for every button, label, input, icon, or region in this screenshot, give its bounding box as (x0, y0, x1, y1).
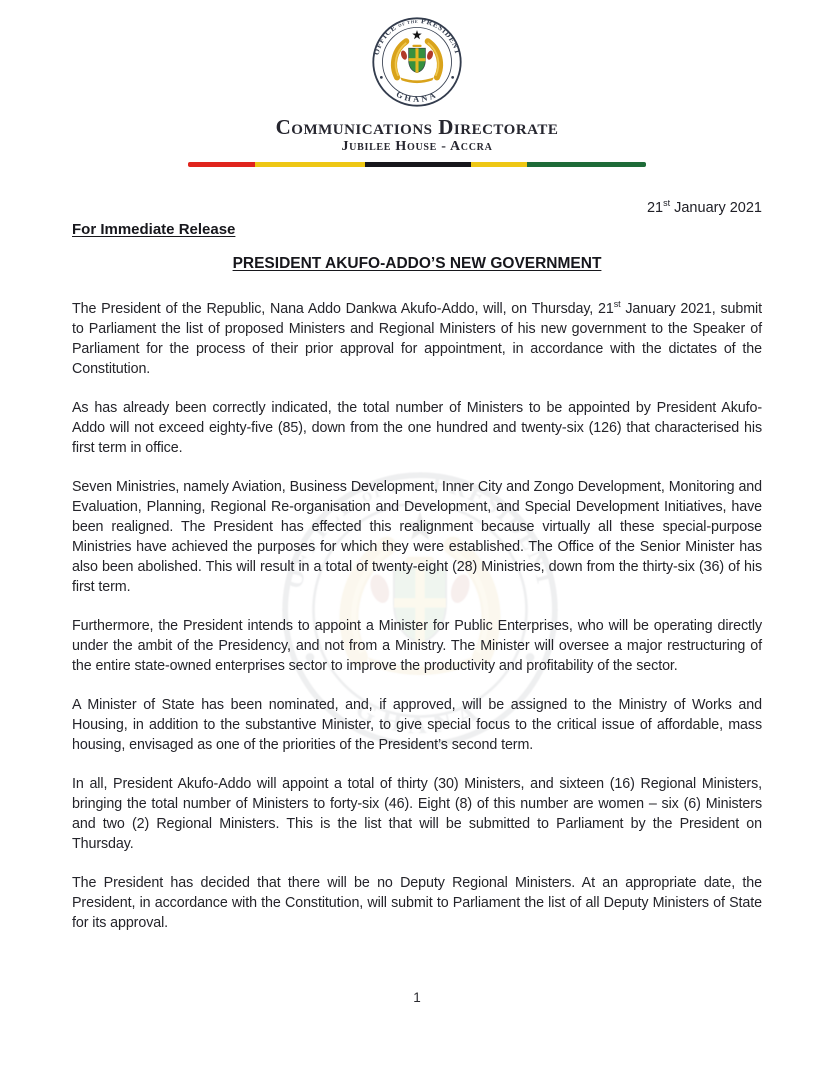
paragraph-1-ordinal: st (613, 298, 621, 309)
document-title: PRESIDENT AKUFO-ADDO’S NEW GOVERNMENT (232, 254, 602, 272)
page-number: 1 (413, 990, 421, 1005)
org-location: Jubilee House - Accra (341, 139, 493, 154)
paragraph-1 (72, 294, 762, 379)
release-date (72, 193, 762, 218)
flag-stripe-red (188, 162, 255, 167)
letterhead (72, 16, 762, 113)
paragraph-2: As has already been correctly indicated, the total number of Ministers to be appointed by President Akufo-Addo will not exceed eighty-five (85), down from the one hundred and twenty-six (126) that characterised his first term in office. (72, 399, 762, 456)
flag-stripe-gold (255, 162, 365, 167)
office-of-the-president-seal (371, 16, 463, 108)
date-ordinal: st (663, 198, 671, 208)
paragraph-6: In all, President Akufo-Addo will appoint a total of thirty (30) Ministers, and sixteen (16) Regional Ministers, bringing the total number of Ministers to forty-six (46). Eight (8) of this number are women – six (6) Ministers and two (2) Regional Ministers. This is the list that will be submitted to Parliament by the President on Thursday. (72, 775, 762, 852)
document-body (72, 294, 762, 933)
paragraph-3: Seven Ministries, namely Aviation, Business Development, Inner City and Zongo Development, Monitoring and Evaluation, Planning, Regional Re-organisation and Development, and Special Development Initiatives, have been realigned. The President has effected this realignment because virtually all these special-purpose Ministries have achieved the purposes for which they were established. The Office of the Senior Minister has also been abolished. This will result in a total of twenty-eight (28) Ministries, down from the thirty-six (36) of his first term. (72, 478, 762, 595)
flag-stripe-black (365, 162, 471, 167)
release-label: For Immediate Release (72, 220, 236, 238)
flag-stripe-green (527, 162, 646, 167)
flag-stripe-gold2 (471, 162, 527, 167)
paragraph-5: A Minister of State has been nominated, and, if approved, will be assigned to the Ministry of Works and Housing, in addition to the substantive Minister, to give special focus to the critical issue of affordable, mass housing, envisaged as one of the priorities of the President’s second term. (72, 696, 762, 753)
flag-bar (188, 162, 646, 167)
paragraph-7: The President has decided that there will be no Deputy Regional Ministers. At an appropriate date, the President, in accordance with the Constitution, will submit to Parliament the list of all Deputy Ministers of State for its approval. (72, 874, 762, 931)
date-rest: January 2021 (670, 199, 762, 216)
date-day: 21 (646, 199, 664, 216)
paragraph-4: Furthermore, the President intends to appoint a Minister for Public Enterprises, who will be operating directly under the ambit of the Presidency, and not from a Ministry. The Minister will oversee a major restructuring of the entire state-owned enterprises sector to improve the productivity and profitability of the sector. (72, 617, 762, 674)
paragraph-1-text: The President of the Republic, Nana Addo Dankwa Akufo-Addo, will, on Thursday, 21 (72, 300, 614, 317)
paragraph-1-text-cont: January 2021, submit to Parliament the list of proposed Ministers and Regional Ministers of his new government to the Speaker of Parliament for the process of their prior approval for appointment, in accordance with the dictates of the Constitution. (72, 300, 762, 377)
org-name: Communications Directorate (275, 115, 559, 139)
